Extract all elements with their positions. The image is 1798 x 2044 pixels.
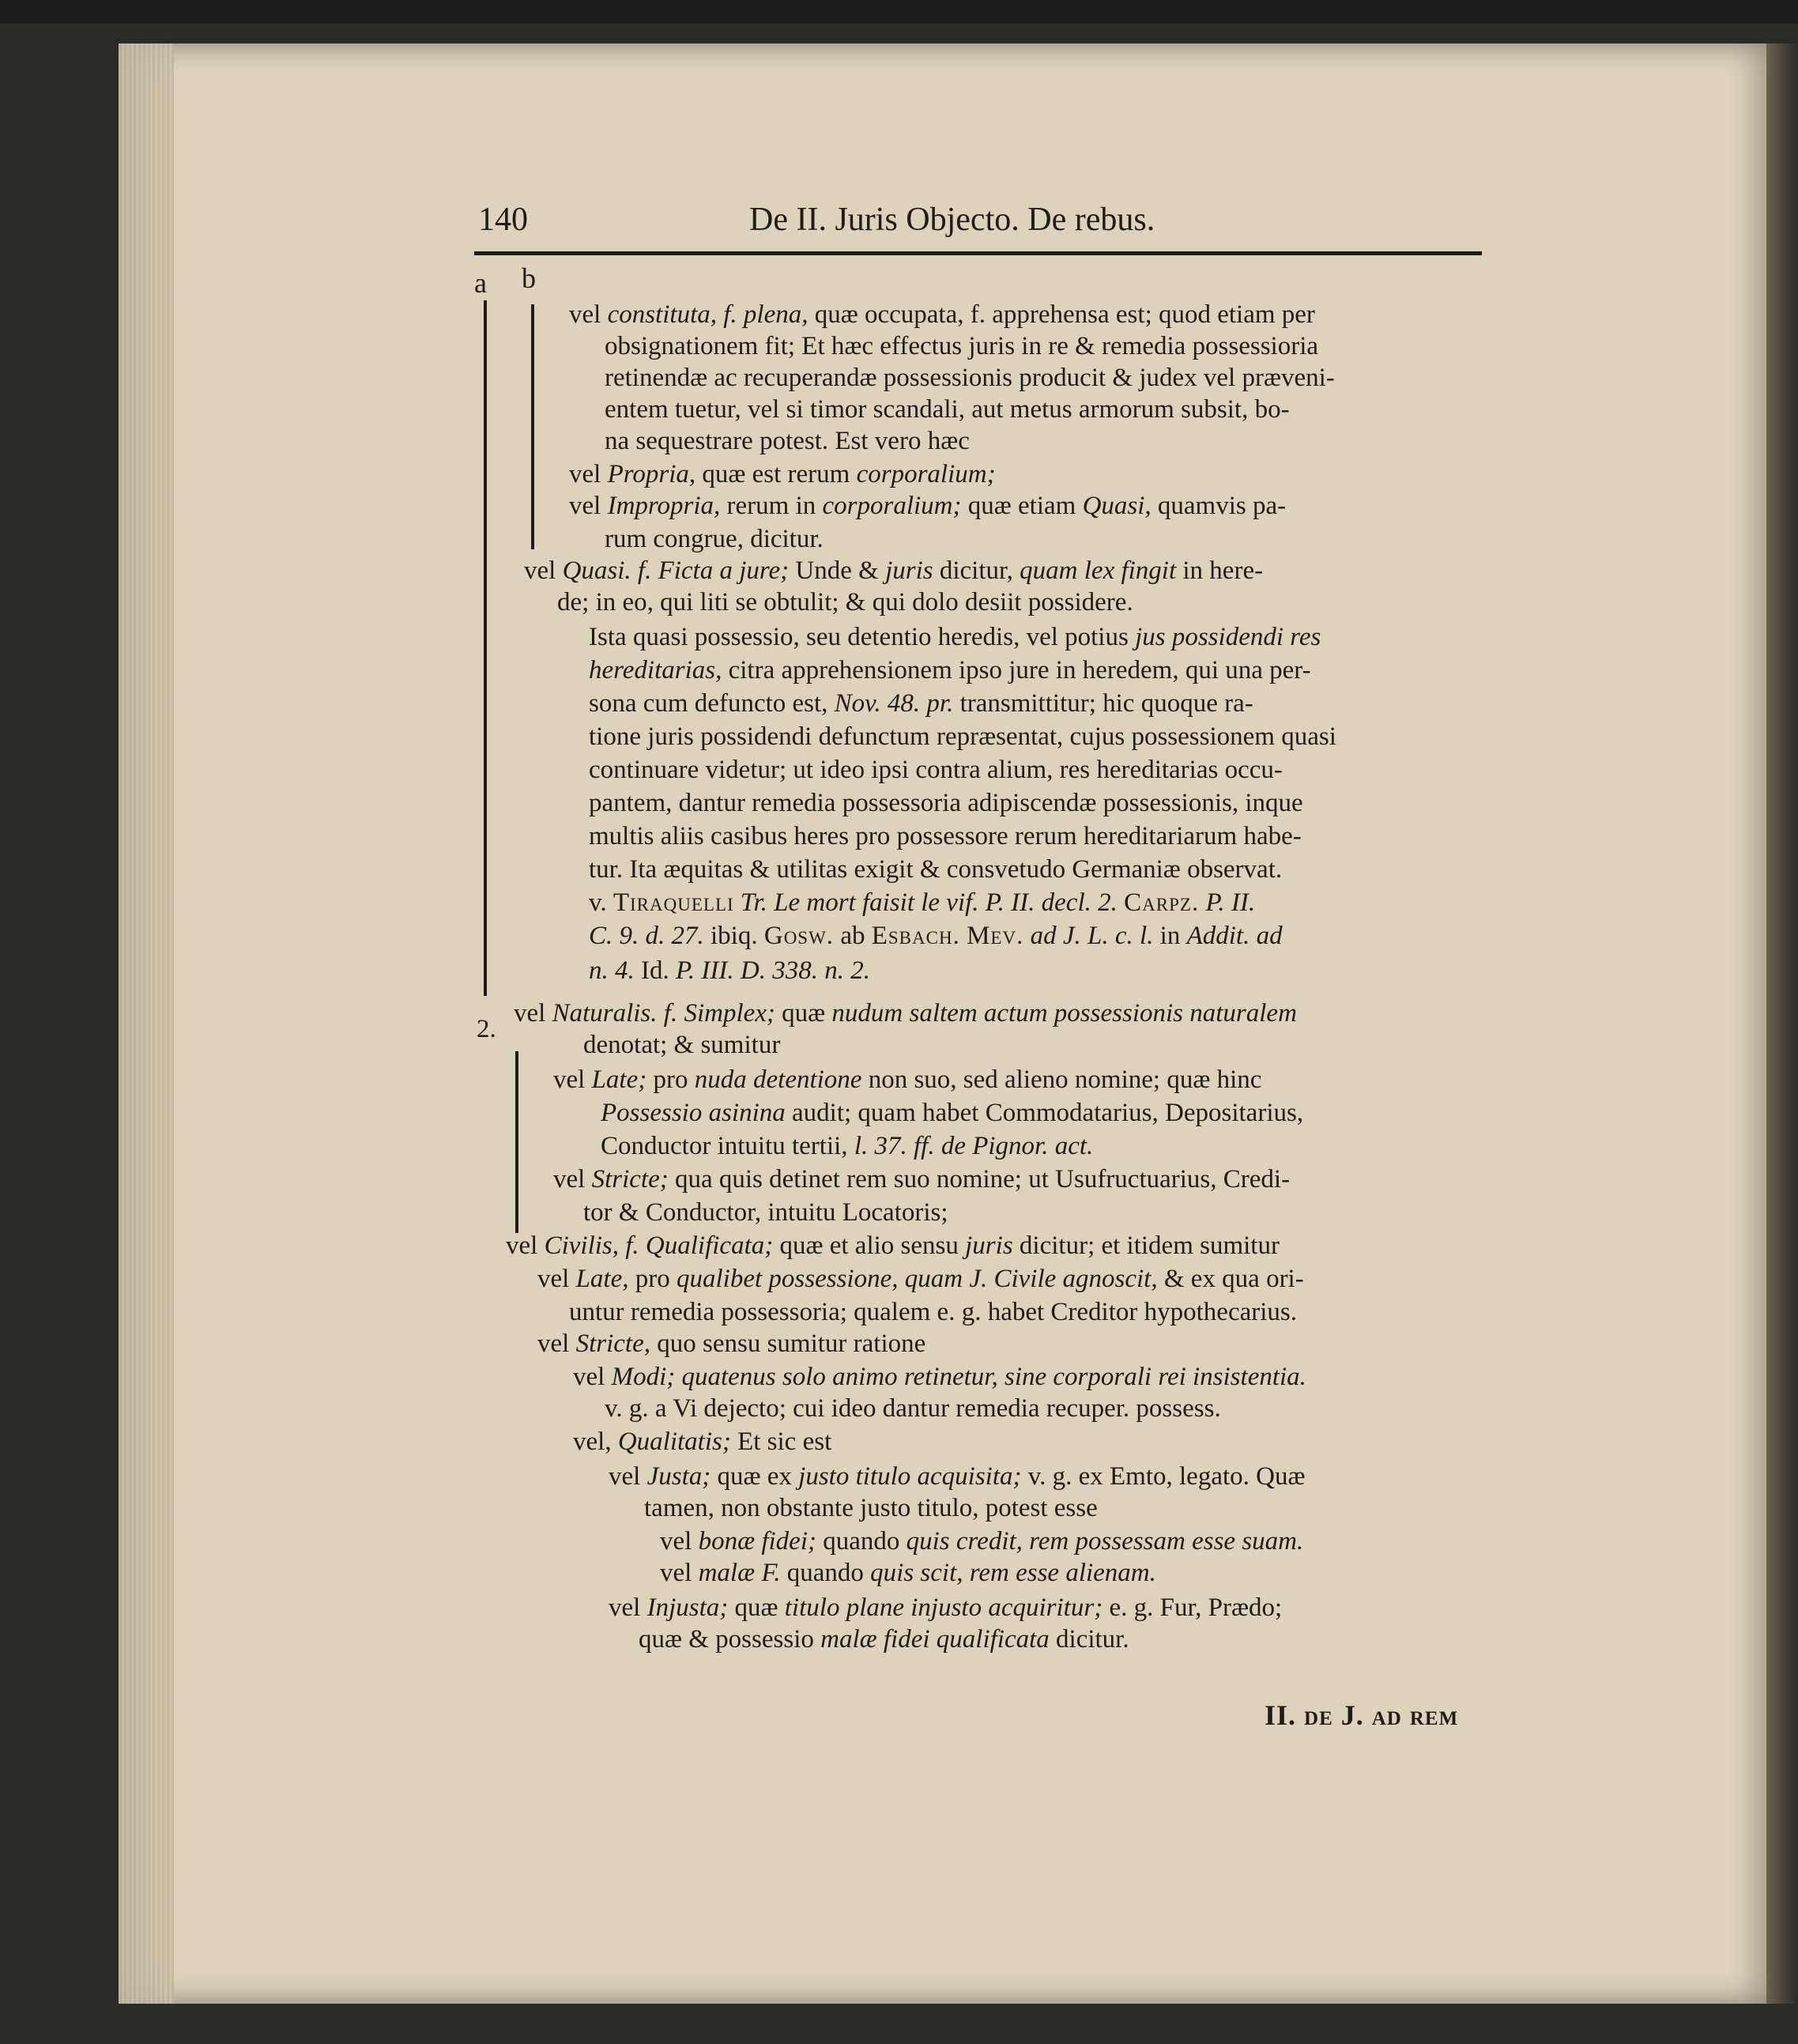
text-segment: Et sic est	[730, 1427, 832, 1456]
text-segment: ab	[834, 922, 872, 950]
text-segment: nuda detentione	[694, 1065, 862, 1094]
text-segment: vel	[660, 1559, 699, 1587]
text-segment: dicitur,	[933, 556, 1020, 585]
text-segment: l. 37. ff. de Pignor. act.	[854, 1132, 1094, 1160]
text-line	[557, 586, 1133, 618]
text-segment: de; in eo, qui liti se obtulit; & qui dolo desiit possidere.	[557, 588, 1133, 617]
text-segment	[1023, 922, 1030, 950]
text-segment: nudum saltem actum possessionis naturalem	[831, 999, 1297, 1028]
text-segment: quæ	[775, 999, 832, 1028]
text-segment: quæ ex	[711, 1462, 799, 1491]
text-segment: vel	[609, 1462, 647, 1491]
text-segment: Unde &	[789, 556, 886, 585]
text-line	[644, 1492, 1098, 1524]
text-segment: vel	[537, 1329, 576, 1358]
text-segment: malæ fidei qualificata	[820, 1625, 1050, 1654]
text-line	[660, 1525, 1303, 1557]
text-line	[569, 299, 1315, 330]
text-segment: Late,	[575, 1265, 629, 1293]
text-line	[589, 654, 1311, 686]
text-segment: vel	[537, 1265, 576, 1293]
text-segment: quæ et alio sensu	[773, 1231, 966, 1260]
text-line	[537, 1328, 925, 1360]
text-segment: vel	[569, 460, 608, 488]
text-segment: Injusta;	[646, 1593, 729, 1622]
text-segment: corporalium;	[822, 492, 962, 520]
text-segment: Gosw.	[763, 922, 835, 950]
text-segment: C. 9. d. 27.	[589, 922, 704, 950]
text-line	[609, 1592, 1282, 1624]
text-segment: quæ est rerum	[695, 460, 857, 488]
text-segment: obsignationem fit; Et hæc effectus juris in re & remedia possessioria	[605, 332, 1319, 360]
text-segment: & ex qua ori-	[1157, 1265, 1304, 1293]
text-segment: Propria,	[607, 460, 696, 488]
text-segment: pro	[628, 1265, 677, 1293]
text-segment: titulo plane injusto acquiritur;	[784, 1593, 1103, 1622]
text-segment: vel	[553, 1065, 592, 1094]
text-line	[589, 721, 1336, 752]
text-segment: Ista quasi possessio, seu detentio heredis, vel potius	[589, 623, 1136, 651]
text-segment: untur remedia possessoria; qualem e. g. habet Creditor hypothecarius.	[569, 1298, 1297, 1326]
text-line	[589, 920, 1283, 952]
text-segment: dicitur.	[1049, 1625, 1129, 1654]
bracket-naturalis	[515, 1051, 518, 1233]
text-line	[605, 523, 824, 555]
text-segment: vel	[553, 1165, 592, 1194]
text-segment: e. g. Fur, Prædo;	[1103, 1593, 1283, 1622]
text-segment: rum congrue, dicitur.	[605, 525, 824, 553]
text-segment: transmittitur; hic quoque ra-	[953, 689, 1253, 718]
text-segment: Naturalis. f. Simplex;	[552, 999, 775, 1028]
text-segment: na sequestrare potest. Est vero hæc	[605, 427, 970, 455]
text-line	[589, 820, 1302, 852]
marker-2: 2.	[477, 1015, 496, 1043]
bracket-a	[484, 300, 487, 996]
text-segment: quando	[780, 1559, 871, 1587]
text-segment: quæ	[728, 1593, 785, 1622]
text-segment: in	[1153, 922, 1187, 950]
running-title: De II. Juris Objecto. De rebus.	[749, 202, 1155, 238]
text-segment: dicitur; et itidem sumitur	[1012, 1231, 1280, 1260]
text-segment: Modi; quatenus solo animo retinetur, sine corporali rei insistentia.	[611, 1363, 1306, 1391]
text-segment: denotat; & sumitur	[583, 1031, 781, 1059]
text-segment: Id.	[634, 956, 676, 985]
text-segment: Impropria,	[607, 492, 721, 520]
text-line	[601, 1130, 1093, 1162]
text-segment: tur. Ita æquitas & utilitas exigit & consvetudo Germaniæ observat.	[589, 855, 1283, 884]
page-number: 140	[478, 202, 528, 238]
text-segment: qualibet possessione, quam J. Civile agnoscit,	[677, 1265, 1158, 1293]
text-line	[506, 1230, 1280, 1261]
text-line	[537, 1263, 1304, 1295]
catchword: II. de J. ad rem	[1265, 1699, 1459, 1731]
text-segment: Carpz.	[1124, 888, 1200, 917]
text-segment: ibiq.	[703, 922, 764, 950]
text-segment: corporalium;	[856, 460, 996, 488]
text-line	[553, 1064, 1261, 1096]
marker-b: b	[522, 262, 536, 294]
text-segment: non suo, sed alieno nomine; quæ hinc	[861, 1065, 1262, 1094]
text-segment: v. g. ex Emto, legato. Quæ	[1021, 1462, 1306, 1491]
text-line	[514, 997, 1297, 1029]
text-segment: Addit. ad	[1186, 922, 1283, 950]
header-rule	[474, 251, 1482, 255]
text-segment: rerum in	[720, 492, 823, 520]
text-segment: Conductor intuitu tertii,	[601, 1132, 854, 1160]
text-segment: entem tuetur, vel si timor scandali, aut metus armorum subsit, bo-	[605, 395, 1290, 424]
text-segment: Stricte,	[575, 1329, 650, 1358]
text-line	[589, 688, 1253, 719]
text-segment: vel	[514, 999, 552, 1028]
text-segment: quamvis pa-	[1151, 492, 1287, 520]
text-segment: Tr. Le mort faisit le vif. P. II. decl. 2.	[740, 888, 1118, 917]
text-segment: qua quis detinet rem suo nomine; ut Usufructuarius, Credi-	[668, 1165, 1291, 1194]
text-line	[605, 362, 1335, 394]
text-segment: Qualitatis;	[617, 1427, 731, 1456]
text-segment: vel	[660, 1527, 699, 1556]
text-segment: Quasi. f. Ficta a jure;	[562, 556, 790, 585]
text-line	[609, 1461, 1305, 1492]
text-line	[589, 754, 1283, 786]
text-segment: Quasi,	[1082, 492, 1152, 520]
text-segment: hereditarias,	[589, 656, 722, 684]
text-segment: continuare videtur; ut ideo ipsi contra alium, res hereditarias occu-	[589, 756, 1283, 784]
text-segment: bonæ fidei;	[698, 1527, 816, 1556]
text-line	[605, 394, 1290, 425]
text-segment: vel	[524, 556, 563, 585]
text-line	[605, 425, 970, 457]
text-line	[589, 887, 1255, 918]
text-segment: Civilis, f. Qualificata;	[544, 1231, 774, 1260]
text-segment: tamen, non obstante justo titulo, potest esse	[644, 1494, 1098, 1522]
text-segment: vel	[573, 1363, 612, 1391]
text-segment: Mev.	[967, 922, 1024, 950]
text-segment: Justa;	[646, 1462, 711, 1491]
text-segment: vel,	[573, 1427, 618, 1456]
text-segment	[734, 888, 741, 917]
text-segment: quis credit, rem possessam esse suam.	[906, 1527, 1304, 1556]
text-line	[583, 1029, 780, 1061]
text-segment: quis scit, rem esse alienam.	[870, 1559, 1156, 1587]
text-segment: quando	[816, 1527, 907, 1556]
text-segment: vel	[506, 1231, 545, 1260]
text-line	[589, 787, 1303, 819]
text-segment: multis aliis casibus heres pro possessore rerum hereditariarum habe-	[589, 822, 1302, 850]
text-line	[569, 490, 1286, 522]
text-segment: sona cum defuncto est,	[589, 689, 835, 718]
text-segment: Stricte;	[591, 1165, 669, 1194]
text-segment	[1118, 888, 1124, 917]
text-line	[569, 458, 996, 490]
text-segment: constituta, f. plena,	[607, 300, 809, 329]
text-segment: in here-	[1176, 556, 1264, 585]
text-segment: malæ F.	[698, 1559, 781, 1587]
text-line	[589, 854, 1282, 885]
text-segment: ad J. L. c. l.	[1030, 922, 1154, 950]
text-segment: retinendæ ac recuperandæ possessionis producit & judex vel præveni-	[605, 364, 1335, 392]
text-segment: jus possidendi res	[1135, 623, 1321, 651]
marker-a: a	[474, 267, 487, 299]
text-segment: n. 4.	[589, 956, 635, 985]
text-line	[553, 1163, 1290, 1195]
text-segment: Nov. 48. pr.	[834, 689, 954, 718]
text-segment: Possessio asinina	[601, 1099, 786, 1127]
text-line	[639, 1624, 1129, 1655]
text-segment: juris	[965, 1231, 1013, 1260]
text-line	[583, 1197, 948, 1228]
text-segment: quæ occupata, f. apprehensa est; quod etiam per	[808, 300, 1315, 329]
text-segment: tor & Conductor, intuitu Locatoris;	[583, 1198, 948, 1227]
text-segment: juris	[885, 556, 933, 585]
text-line	[573, 1426, 831, 1458]
text-segment: pantem, dantur remedia possessoria adipiscendæ possessionis, inque	[589, 789, 1303, 817]
text-segment: tione juris possidendi defunctum repræsentat, cujus possessionem quasi	[589, 722, 1336, 751]
text-segment: quo sensu sumitur ratione	[650, 1329, 926, 1358]
text-segment: P. II.	[1205, 888, 1256, 917]
text-segment: quam lex fingit	[1020, 556, 1177, 585]
bracket-b	[531, 304, 534, 549]
text-segment: v. g. a Vi dejecto; cui ideo dantur remedia recuper. possess.	[605, 1394, 1221, 1423]
text-line	[524, 555, 1263, 586]
text-segment: justo titulo acquisita;	[798, 1462, 1022, 1491]
text-segment: Tiraquelli	[613, 888, 734, 917]
text-line	[573, 1361, 1306, 1393]
text-line	[605, 1393, 1221, 1424]
text-segment: citra apprehensionem ipso jure in heredem, qui una per-	[722, 656, 1311, 684]
text-segment: vel	[569, 492, 608, 520]
text-segment: quæ & possessio	[639, 1625, 821, 1654]
text-line	[601, 1097, 1303, 1129]
text-segment: Esbach.	[871, 922, 960, 950]
text-segment: audit; quam habet Commodatarius, Depositarius,	[785, 1099, 1304, 1127]
text-segment: P. III. D. 338. n. 2.	[676, 956, 870, 985]
text-line	[660, 1557, 1156, 1589]
text-segment: Late;	[591, 1065, 647, 1094]
text-line	[589, 955, 870, 986]
text-segment: v.	[589, 888, 613, 917]
text-line	[589, 621, 1321, 653]
text-segment: quæ etiam	[961, 492, 1083, 520]
text-segment: vel	[609, 1593, 647, 1622]
text-segment: pro	[646, 1065, 695, 1094]
text-line	[569, 1296, 1297, 1328]
text-segment: vel	[569, 300, 608, 329]
text-segment	[960, 922, 967, 950]
text-line	[605, 330, 1318, 362]
